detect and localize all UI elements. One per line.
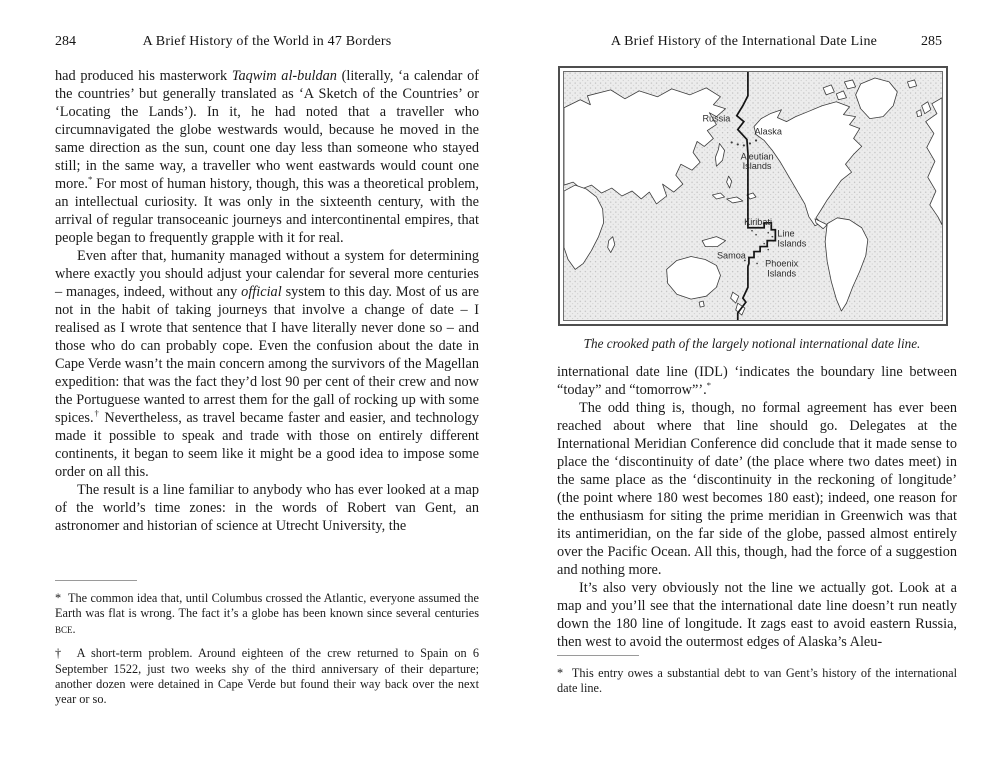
footnote: * This entry owes a substantial debt to van Gent’s history of the international date line. bbox=[557, 666, 957, 696]
left-page-number: 284 bbox=[55, 34, 76, 49]
map-label-alaska: Alaska bbox=[754, 126, 782, 137]
pacific-island-dot bbox=[755, 234, 757, 236]
paragraph: The result is a line familiar to anybody who has ever looked at a map of the world’s time zones: in the words of Robert van Gent, an astronomer and historian of science at Utrecht University, the bbox=[55, 482, 479, 534]
pacific-island-dot bbox=[767, 232, 769, 234]
map-label-kiribati: Kiribati bbox=[744, 216, 773, 227]
map-label-samoa: Samoa bbox=[716, 250, 746, 261]
pacific-island-dot bbox=[771, 236, 773, 238]
paragraph: It’s also very obviously not the line we actually got. Look at a map and you’ll see that the international date line doesn’t run neatly down the 180 line of longitude. It zags east to avoid eastern Russia, then west to avoid the outermost edges of Alaska’s Aleu- bbox=[557, 580, 957, 650]
map-label-line-islands: Line bbox=[777, 228, 795, 239]
landmass-iceland bbox=[907, 80, 916, 88]
paragraph: international date line (IDL) ‘indicates the boundary line between “today” and “tomorrow”’.* bbox=[557, 364, 957, 398]
left-page-footnotes bbox=[55, 580, 479, 717]
left-page-body bbox=[55, 67, 479, 535]
aleutian-island-dot bbox=[731, 141, 733, 143]
map-label-line-islands: Islands bbox=[777, 238, 807, 249]
footnote: † A short-term problem. Around eighteen of the crew returned to Spain on 6 September 1522, just two weeks shy of the third anniversary of their departure; another dozen were detained in Cape Verde but found their way back over the next year or so. bbox=[55, 646, 479, 707]
right-page-footnotes bbox=[557, 655, 957, 706]
pacific-island-dot bbox=[763, 243, 765, 245]
right-page-body bbox=[557, 363, 957, 651]
aleutian-island-dot bbox=[749, 142, 751, 144]
paragraph: The odd thing is, though, no formal agreement has ever been reached about where that line should go. Delegates at the International Meridian Conference did conclude that it made sense to place the ‘discontinuity of date’ (the place where two dates meet) in the same place as the ‘discontinuity in the reckoning of longitude’ (the point where 180 west becomes 180 east); indeed, one reason for the enthusiasm for siting the prime meridian in Greenwich was that its antimeridian, on the far side of the globe, passed almost entirely over the Pacific Ocean. All this, though, had the force of a suggestion and nothing more. bbox=[557, 400, 957, 578]
map-label-phoenix-islands: Islands bbox=[767, 268, 797, 279]
aleutian-island-dot bbox=[737, 143, 739, 145]
pacific-island-dot bbox=[751, 230, 753, 232]
right-running-head: A Brief History of the International Date Line bbox=[610, 34, 878, 49]
pacific-island-dot bbox=[767, 249, 769, 251]
map-caption: The crooked path of the largely notional international date line. bbox=[583, 336, 921, 351]
right-page-number: 285 bbox=[921, 34, 942, 49]
map-label-aleutian-islands: Aleutian bbox=[740, 151, 774, 162]
pacific-island-dot bbox=[756, 263, 758, 265]
footnote-divider bbox=[557, 655, 639, 656]
footnote-divider bbox=[55, 580, 137, 581]
paragraph: had produced his masterwork Taqwim al-buldan (literally, ‘a calendar of the countries’ but generally translated as ‘A Sketch of the Countries’ or ‘Locating the Lands’). In it, he had noted that a traveller who circumnavigated the globe westwards would, because he moved in the same direction as the sun, count one day less than someone who stayed still; in the same way, a traveller who went eastwards would count one more.* For most of human history, though, this was a theoretical problem, an intellectual curiosity. It was only in the sixteenth century, with the arrival of regular transoceanic journeys and intercontinental empires, that people began to frequently grapple with it for real. bbox=[55, 68, 480, 246]
world-map bbox=[564, 72, 942, 320]
left-running-head: A Brief History of the World in 47 Borders bbox=[142, 34, 392, 49]
aleutian-island-dot bbox=[755, 139, 757, 141]
world-map-figure bbox=[558, 66, 948, 326]
map-label-phoenix-islands: Phoenix bbox=[765, 258, 799, 269]
map-label-russia: Russia bbox=[702, 113, 731, 124]
map-label-aleutian-islands: Islands bbox=[742, 161, 772, 172]
world-map-inner-frame bbox=[563, 71, 943, 321]
paragraph: Even after that, humanity managed without a system for determining where exactly you should adjust your calendar for several more centuries – manages, indeed, without any official system to this day. Most of us are not in the habit of taking journeys that involve a change of date – I realised as I wrote that sentence that I have literally never done so – and those who do can probably cope. Even the confusion about the date in Cape Verde wasn’t the main concern among the survivors of the Magellan expedition: that was the fact they’d lost 90 per cent of their crew and now the Portuguese wanted to arrest them for the gall of rocking up with some spices.† Nevertheless, as travel became faster and easier, and technology made it possible to speak and trade with those on entirely different continents, it began to seem like it might be a good idea to impose some order on all this. bbox=[55, 248, 480, 480]
aleutian-island-dot bbox=[743, 144, 745, 146]
footnote: * The common idea that, until Columbus crossed the Atlantic, everyone assumed the Earth was flat is wrong. The fact it’s a globe has been known since several centuries bce. bbox=[55, 591, 479, 636]
landmass-tasmania bbox=[699, 301, 704, 307]
